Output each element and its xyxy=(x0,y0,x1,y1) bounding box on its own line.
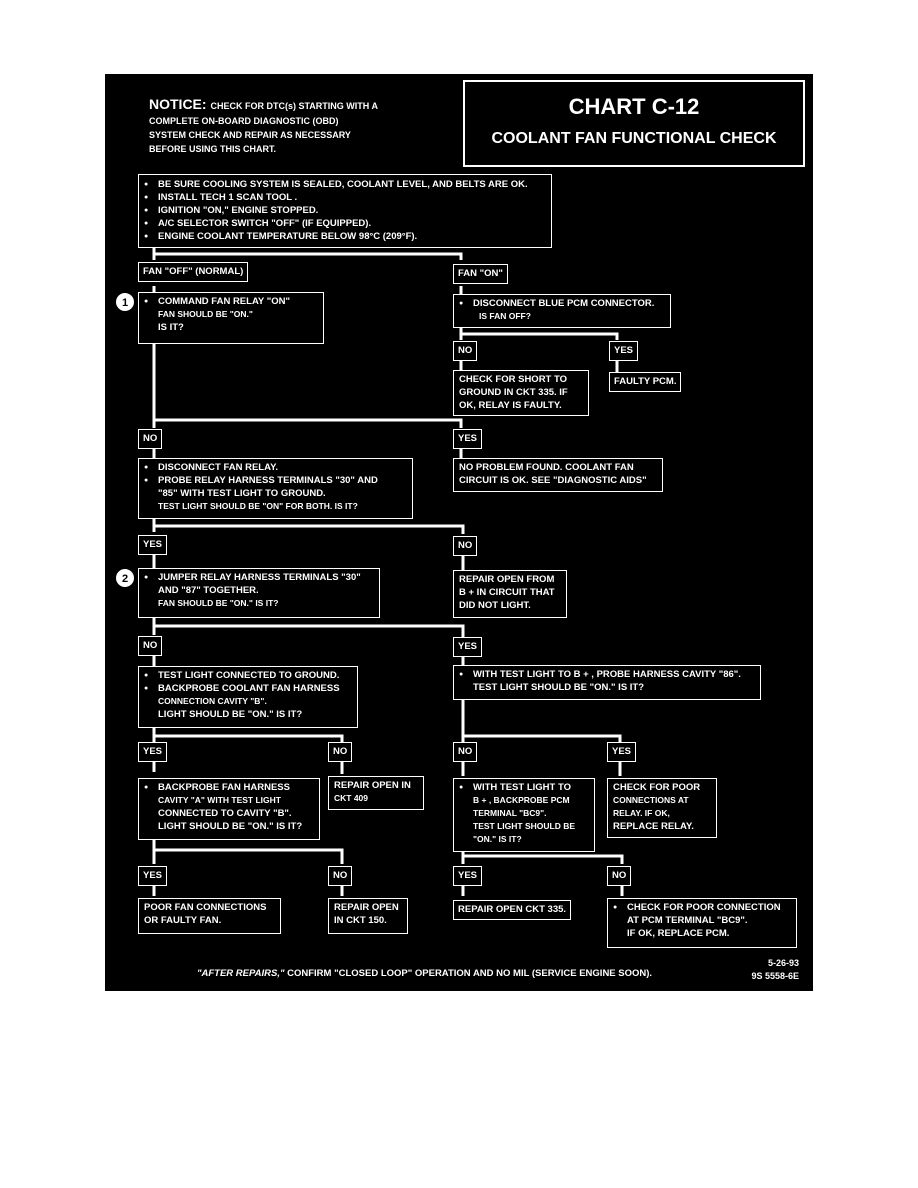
backprobe-fan-line-4: LIGHT SHOULD BE "ON." IS IT? xyxy=(158,821,303,832)
step-2-line-2: AND "87" TOGETHER. xyxy=(158,585,259,596)
prep-steps-box xyxy=(138,174,552,248)
chart-number: CHART C-12 xyxy=(568,94,700,119)
step-1-line-2: FAN SHOULD BE "ON." xyxy=(158,309,253,319)
faulty-pcm-box: FAULTY PCM. xyxy=(609,372,681,392)
disconnect-relay-box xyxy=(138,458,413,519)
test-light-ground-line-2: ● BACKPROBE COOLANT FAN HARNESS xyxy=(144,682,352,695)
poor-relay-line-4: REPLACE RELAY. xyxy=(613,821,694,832)
branch-no-step2: NO xyxy=(138,636,162,656)
branch-no-bc9: NO xyxy=(607,866,631,886)
branch-no-pcm: NO xyxy=(453,341,477,361)
footer-note-italic: "AFTER REPAIRS," xyxy=(197,968,285,979)
notice-line-3: SYSTEM CHECK AND REPAIR AS NECESSARY xyxy=(149,130,351,140)
branch-no-relay: NO xyxy=(453,536,477,556)
poor-pcm-box xyxy=(607,898,797,948)
backprobe-bc9-line-4: TEST LIGHT SHOULD BE xyxy=(473,821,575,831)
test-light-ground-line-3: CONNECTION CAVITY "B". xyxy=(158,696,267,706)
short-check-line-2: GROUND IN CKT 335. IF xyxy=(459,387,568,398)
backprobe-bc9-box xyxy=(453,778,595,852)
step-1-line-3: IS IT? xyxy=(158,322,184,333)
branch-no-b86: NO xyxy=(453,742,477,762)
step-2-marker: 2 xyxy=(115,568,135,588)
poor-pcm-line-1: ● CHECK FOR POOR CONNECTION xyxy=(613,901,791,914)
test-light-ground-line-4: LIGHT SHOULD BE "ON." IS IT? xyxy=(158,709,303,720)
backprobe-bc9-line-2: B + , BACKPROBE PCM xyxy=(473,795,570,805)
branch-yes-ground: YES xyxy=(138,742,167,762)
poor-pcm-line-3: IF OK, REPLACE PCM. xyxy=(627,928,730,939)
repair-open-b-line-3: DID NOT LIGHT. xyxy=(459,600,531,611)
disconnect-relay-line-4: TEST LIGHT SHOULD BE "ON" FOR BOTH. IS IT? xyxy=(158,501,358,511)
repair-ckt150-line-1: REPAIR OPEN xyxy=(334,902,399,913)
footer-note-rest: CONFIRM "CLOSED LOOP" OPERATION AND NO MIL (SERVICE ENGINE SOON). xyxy=(287,968,653,979)
test-light-b86-line-2: TEST LIGHT SHOULD BE "ON." IS IT? xyxy=(473,682,645,693)
backprobe-fan-line-3: CONNECTED TO CAVITY "B". xyxy=(158,808,292,819)
poor-fan-line-1: POOR FAN CONNECTIONS xyxy=(144,902,267,913)
test-light-ground-box xyxy=(138,666,358,728)
no-problem-line-1: NO PROBLEM FOUND. COOLANT FAN xyxy=(459,462,634,473)
repair-ckt409-line-2: CKT 409 xyxy=(334,793,369,803)
poor-fan-line-2: OR FAULTY FAN. xyxy=(144,915,222,926)
no-problem-box xyxy=(453,458,663,492)
step-1-box xyxy=(138,292,324,344)
footer-code: 9S 5558-6E xyxy=(751,971,799,981)
step-1-line-1: ● COMMAND FAN RELAY "ON" xyxy=(144,295,318,308)
step-2-line-3: FAN SHOULD BE "ON." IS IT? xyxy=(158,598,279,608)
footer-note xyxy=(197,968,652,979)
disconnect-pcm-line-1: ● DISCONNECT BLUE PCM CONNECTOR. xyxy=(459,297,665,310)
step-2-line-1: ● JUMPER RELAY HARNESS TERMINALS "30" xyxy=(144,571,374,584)
backprobe-bc9-line-1: ● WITH TEST LIGHT TO xyxy=(459,781,589,794)
branch-no-step1: NO xyxy=(138,429,162,449)
branch-yes-pcm: YES xyxy=(609,341,638,361)
chart-frame xyxy=(105,74,813,991)
disconnect-relay-line-1: ● DISCONNECT FAN RELAY. xyxy=(144,461,407,474)
repair-ckt409-box xyxy=(328,776,424,810)
notice-panel xyxy=(133,82,465,168)
test-light-ground-line-1: ● TEST LIGHT CONNECTED TO GROUND. xyxy=(144,669,352,682)
branch-no-ground: NO xyxy=(328,742,352,762)
prep-step-5: ● ENGINE COOLANT TEMPERATURE BELOW 98°C (209°F). xyxy=(144,230,546,243)
backprobe-fan-line-1: ● BACKPROBE FAN HARNESS xyxy=(144,781,314,794)
backprobe-bc9-line-3: TERMINAL "BC9". xyxy=(473,808,547,818)
poor-fan-box xyxy=(138,898,281,934)
repair-ckt150-line-2: IN CKT 150. xyxy=(334,915,387,926)
backprobe-fan-box xyxy=(138,778,320,840)
poor-pcm-line-2: AT PCM TERMINAL "BC9". xyxy=(627,915,748,926)
notice-line-2: COMPLETE ON-BOARD DIAGNOSTIC (OBD) xyxy=(149,116,339,126)
notice-line-1: CHECK FOR DTC(s) STARTING WITH A xyxy=(210,101,378,111)
disconnect-relay-line-3: "85" WITH TEST LIGHT TO GROUND. xyxy=(158,488,326,499)
repair-ckt150-box xyxy=(328,898,408,934)
short-check-line-1: CHECK FOR SHORT TO xyxy=(459,374,568,385)
repair-ckt409-line-1: REPAIR OPEN IN xyxy=(334,780,411,791)
disconnect-pcm-line-2: IS FAN OFF? xyxy=(479,311,531,321)
poor-relay-line-3: RELAY. IF OK, xyxy=(613,808,670,818)
backprobe-bc9-line-5: "ON." IS IT? xyxy=(473,834,522,844)
chart-title-panel xyxy=(463,80,805,167)
branch-yes-bc9: YES xyxy=(453,866,482,886)
notice-label: NOTICE: xyxy=(149,96,207,112)
poor-relay-line-2: CONNECTIONS AT xyxy=(613,795,689,805)
branch-yes-b86: YES xyxy=(607,742,636,762)
test-light-b86-line-1: ● WITH TEST LIGHT TO B + , PROBE HARNESS CAVITY "86". xyxy=(459,668,755,681)
short-check-line-3: OK, RELAY IS FAULTY. xyxy=(459,400,562,411)
no-problem-line-2: CIRCUIT IS OK. SEE "DIAGNOSTIC AIDS" xyxy=(459,475,647,486)
branch-yes-step2: YES xyxy=(453,637,482,657)
footer-date: 5-26-93 xyxy=(767,958,799,968)
fan-on-label: FAN "ON" xyxy=(453,264,508,284)
step-2-box xyxy=(138,568,380,618)
poor-relay-line-1: CHECK FOR POOR xyxy=(613,782,701,793)
branch-yes-step1: YES xyxy=(453,429,482,449)
test-light-b86-box xyxy=(453,665,761,700)
repair-open-b-line-1: REPAIR OPEN FROM xyxy=(459,574,555,585)
disconnect-pcm-box xyxy=(453,294,671,328)
repair-open-b-box xyxy=(453,570,567,618)
branch-no-backprobe: NO xyxy=(328,866,352,886)
short-check-box xyxy=(453,370,589,416)
branch-yes-relay: YES xyxy=(138,535,167,555)
repair-open-b-line-2: B + IN CIRCUIT THAT xyxy=(459,587,555,598)
prep-step-1: ● BE SURE COOLING SYSTEM IS SEALED, COOLANT LEVEL, AND BELTS ARE OK. xyxy=(144,178,546,191)
prep-step-2: ● INSTALL TECH 1 SCAN TOOL . xyxy=(144,191,546,204)
backprobe-fan-line-2: CAVITY "A" WITH TEST LIGHT xyxy=(158,795,281,805)
prep-step-4: ● A/C SELECTOR SWITCH "OFF" (IF EQUIPPED). xyxy=(144,217,546,230)
branch-yes-backprobe: YES xyxy=(138,866,167,886)
disconnect-relay-line-2: ● PROBE RELAY HARNESS TERMINALS "30" AND xyxy=(144,474,407,487)
notice-line-4: BEFORE USING THIS CHART. xyxy=(149,144,277,154)
repair-ckt335-box: REPAIR OPEN CKT 335. xyxy=(453,900,571,920)
step-1-marker: 1 xyxy=(115,292,135,312)
poor-relay-box xyxy=(607,778,717,838)
chart-title: COOLANT FAN FUNCTIONAL CHECK xyxy=(491,130,777,147)
fan-off-label: FAN "OFF" (NORMAL) xyxy=(138,262,248,282)
prep-step-3: ● IGNITION "ON," ENGINE STOPPED. xyxy=(144,204,546,217)
